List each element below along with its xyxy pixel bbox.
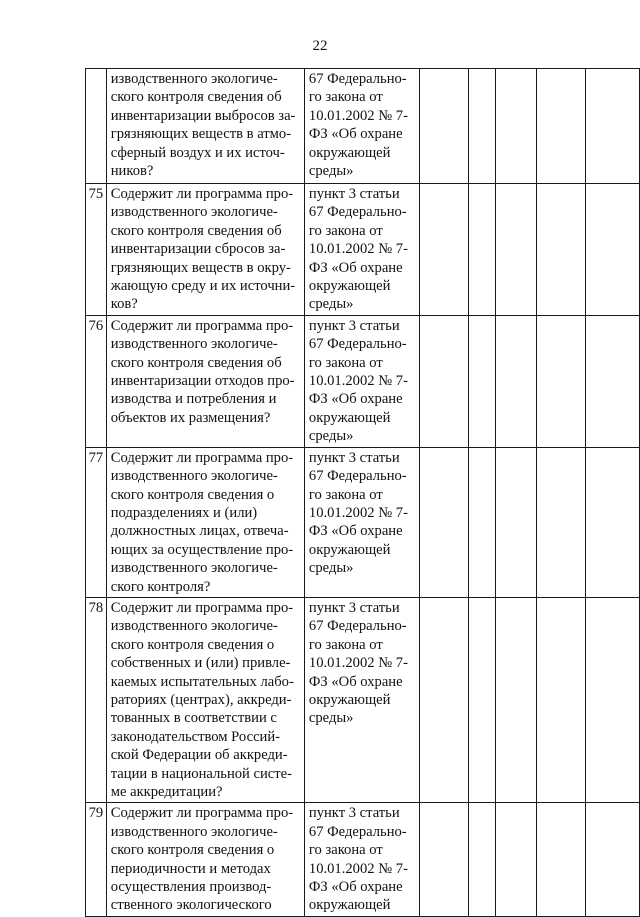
note-cell xyxy=(586,315,640,447)
answer-cell-no xyxy=(469,69,496,184)
answer-cell-no xyxy=(469,315,496,447)
answer-cell-not-applicable xyxy=(496,184,536,316)
answer-cell-yes xyxy=(419,69,469,184)
answer-cell-extra xyxy=(536,69,586,184)
table-row xyxy=(86,69,640,184)
answer-cell-yes xyxy=(419,315,469,447)
row-number: 76 xyxy=(86,315,107,447)
answer-cell-not-applicable xyxy=(496,69,536,184)
answer-cell-extra xyxy=(536,184,586,316)
answer-cell-yes xyxy=(419,597,469,802)
answer-cell-yes xyxy=(419,184,469,316)
answer-cell-no xyxy=(469,597,496,802)
answer-cell-extra xyxy=(536,597,586,802)
row-number: 79 xyxy=(86,803,107,916)
question-cell: Содержит ли программа про- изводственного экологиче- ского контроля сведения о периодичности и методах осуществления производ- ственного экологического xyxy=(106,803,304,916)
table-row xyxy=(86,597,640,802)
note-cell xyxy=(586,69,640,184)
question-cell: Содержит ли программа про- изводственного экологиче- ского контроля сведения об инвентаризации сбросов за- грязняющих веществ в окру- жающую среду и их источни- ков? xyxy=(106,184,304,316)
answer-cell-extra xyxy=(536,447,586,597)
row-number: 78 xyxy=(86,597,107,802)
note-cell xyxy=(586,184,640,316)
checklist-table xyxy=(85,68,640,917)
table-row xyxy=(86,315,640,447)
legal-reference-cell: 67 Федерально- го закона от 10.01.2002 № 7- ФЗ «Об охране окружающей среды» xyxy=(304,69,419,184)
answer-cell-extra xyxy=(536,803,586,916)
question-cell: Содержит ли программа про- изводственного экологиче- ского контроля сведения об инвентаризации отходов про- изводства и потребления и объектов их размещения? xyxy=(106,315,304,447)
note-cell xyxy=(586,803,640,916)
answer-cell-no xyxy=(469,803,496,916)
answer-cell-no xyxy=(469,447,496,597)
answer-cell-not-applicable xyxy=(496,315,536,447)
legal-reference-cell: пункт 3 статьи 67 Федерально- го закона от 10.01.2002 № 7- ФЗ «Об охране окружающей среды» xyxy=(304,597,419,802)
note-cell xyxy=(586,447,640,597)
legal-reference-cell: пункт 3 статьи 67 Федерально- го закона от 10.01.2002 № 7- ФЗ «Об охране окружающей среды» xyxy=(304,447,419,597)
legal-reference-cell: пункт 3 статьи 67 Федерально- го закона от 10.01.2002 № 7- ФЗ «Об охране окружающей xyxy=(304,803,419,916)
table-row xyxy=(86,184,640,316)
row-number: 75 xyxy=(86,184,107,316)
answer-cell-yes xyxy=(419,447,469,597)
question-cell: изводственного экологиче- ского контроля сведения об инвентаризации выбросов за- грязняющих веществ в атмо- сферный воздух и их источ- ников? xyxy=(106,69,304,184)
answer-cell-yes xyxy=(419,803,469,916)
legal-reference-cell: пункт 3 статьи 67 Федерально- го закона от 10.01.2002 № 7- ФЗ «Об охране окружающей среды» xyxy=(304,315,419,447)
answer-cell-no xyxy=(469,184,496,316)
row-number: 77 xyxy=(86,447,107,597)
question-cell: Содержит ли программа про- изводственного экологиче- ского контроля сведения о собственных и (или) привле- каемых испытательных лабо- раториях (центрах), аккреди- тованных в соответствии с законодательством Россий- ской Федерации об аккреди- тации в национальной систе- ме аккредитации? xyxy=(106,597,304,802)
answer-cell-not-applicable xyxy=(496,447,536,597)
note-cell xyxy=(586,597,640,802)
row-number xyxy=(86,69,107,184)
table-row xyxy=(86,803,640,916)
answer-cell-extra xyxy=(536,315,586,447)
table-row xyxy=(86,447,640,597)
answer-cell-not-applicable xyxy=(496,803,536,916)
page-number: 22 xyxy=(312,38,328,54)
legal-reference-cell: пункт 3 статьи 67 Федерально- го закона от 10.01.2002 № 7- ФЗ «Об охране окружающей среды» xyxy=(304,184,419,316)
answer-cell-not-applicable xyxy=(496,597,536,802)
question-cell: Содержит ли программа про- изводственного экологиче- ского контроля сведения о подразделениях и (или) должностных лицах, отвеча- ющих за осуществление про- изводственного экологиче- ского контроля? xyxy=(106,447,304,597)
